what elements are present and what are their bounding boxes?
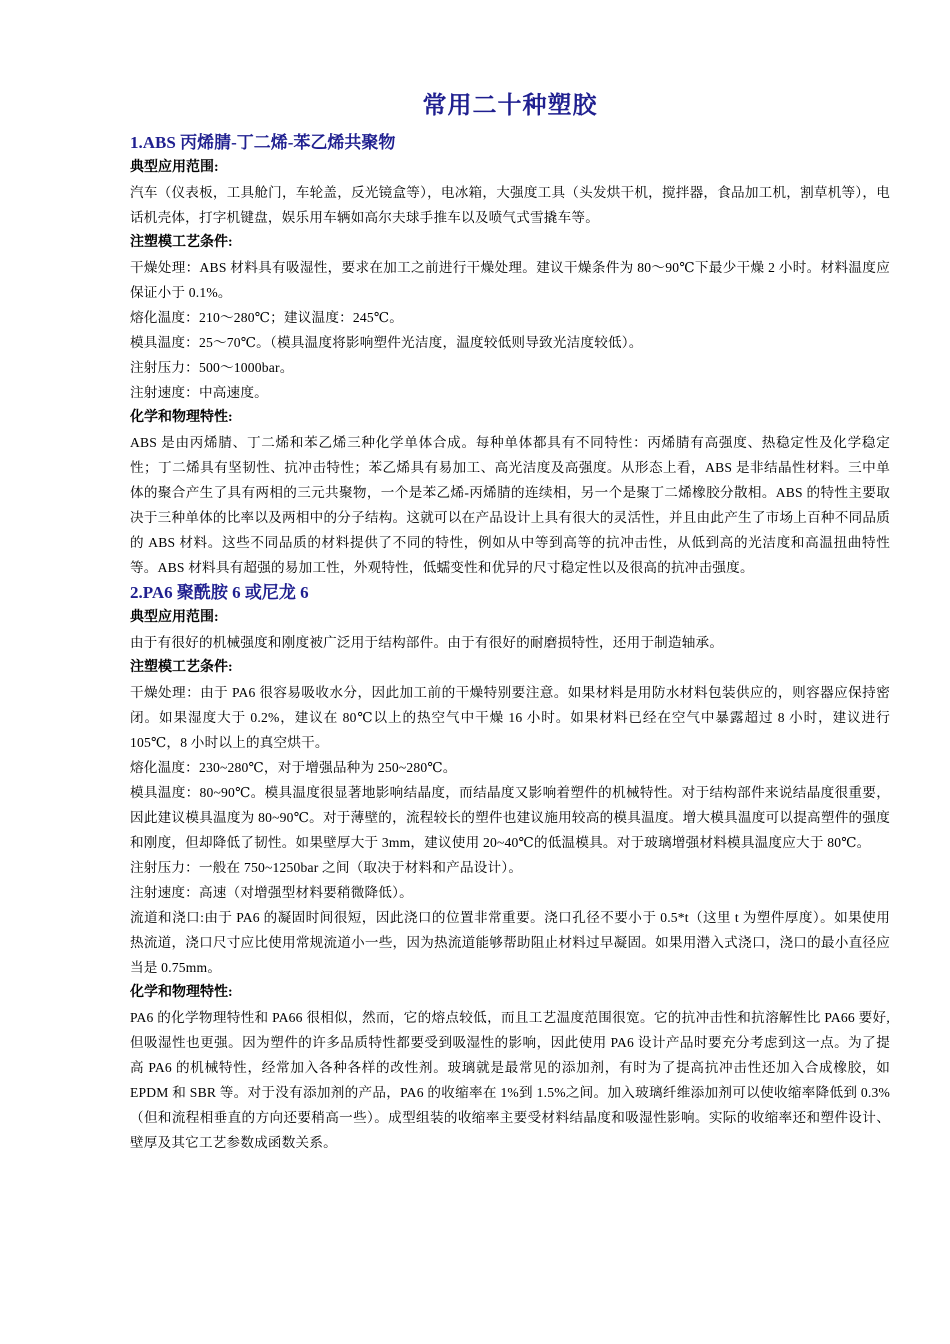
process-melt-temp: 熔化温度：230~280℃，对于增强品种为 250~280℃。 <box>130 760 457 775</box>
applications-label: 典型应用范围: <box>130 160 219 175</box>
properties-label: 化学和物理特性: <box>130 985 233 1000</box>
properties-label: 化学和物理特性: <box>130 410 233 425</box>
applications-text: 由于有很好的机械强度和刚度被广泛用于结构部件。由于有很好的耐磨损特性，还用于制造轴承。 <box>130 635 724 650</box>
section-heading-pa6: 2.PA6 聚酰胺 6 或尼龙 6 <box>130 583 309 602</box>
section-pa6 <box>130 580 890 1155</box>
process-injection-pressure: 注射压力：500～1000bar。 <box>130 360 294 375</box>
applications-text: 汽车（仪表板，工具舱门，车轮盖，反光镜盒等），电冰箱，大强度工具（头发烘干机，搅拌器，食品加工机，割草机等），电话机壳体，打字机键盘，娱乐用车辆如高尔夫球手推车以及喷气式雪撬车等。 <box>130 185 890 225</box>
process-injection-speed: 注射速度：中高速度。 <box>130 385 268 400</box>
process-mold-temp: 模具温度：25～70℃。（模具温度将影响塑件光洁度，温度较低则导致光洁度较低）。 <box>130 335 643 350</box>
process-runner-gate: 流道和浇口:由于 PA6 的凝固时间很短，因此浇口的位置非常重要。浇口孔径不要小于 0.5*t（这里 t 为塑件厚度）。如果使用热流道，浇口尺寸应比使用常规流道小一些，因为热流道能够帮助阻止材料过早凝固。如果用潜入式浇口，浇口的最小直径应当是 0.75mm。 <box>130 910 890 975</box>
process-melt-temp: 熔化温度：210～280℃；建议温度：245℃。 <box>130 310 404 325</box>
properties-text: PA6 的化学物理特性和 PA66 很相似，然而，它的熔点较低，而且工艺温度范围很宽。它的抗冲击性和抗溶解性比 PA66 要好,但吸湿性也更强。因为塑件的许多品质特性都要受到吸湿性的影响，因此使用 PA6 设计产品时要充分考虑到这一点。为了提高 PA6 的机械特性，经常加入各种各样的改性剂。玻璃就是最常见的添加剂，有时为了提高抗冲击性还加入合成橡胶，如 EPDM 和 SBR 等。对于没有添加剂的产品，PA6 的收缩率在 1%到 1.5%之间。加入玻璃纤维添加剂可以使收缩率降低到 0.3%（但和流程相垂直的方向还要稍高一些）。成型组装的收缩率主要受材料结晶度和吸湿性影响。实际的收缩率还和塑件设计、壁厚及其它工艺参数成函数关系。 <box>130 1010 890 1150</box>
process-mold-temp: 模具温度：80~90℃。模具温度很显著地影响结晶度，而结晶度又影响着塑件的机械特性。对于结构部件来说结晶度很重要，因此建议模具温度为 80~90℃。对于薄壁的，流程较长的塑件也建议施用较高的模具温度。增大模具温度可以提高塑件的强度和刚度，但却降低了韧性。如果壁厚大于 3mm，建议使用 20~40℃的低温模具。对于玻璃增强材料模具温度应大于 80℃。 <box>130 785 890 850</box>
document-title: 常用二十种塑胶 <box>422 93 598 119</box>
section-heading-abs: 1.ABS 丙烯腈-丁二烯-苯乙烯共聚物 <box>130 133 396 152</box>
process-drying: 干燥处理：由于 PA6 很容易吸收水分，因此加工前的干燥特别要注意。如果材料是用防水材料包装供应的，则容器应保持密闭。如果湿度大于 0.2%，建议在 80℃以上的热空气中干燥 16 小时。如果材料已经在空气中暴露超过 8 小时，建议进行 105℃，8 小时以上的真空烘干。 <box>130 685 890 750</box>
process-drying: 干燥处理：ABS 材料具有吸湿性，要求在加工之前进行干燥处理。建议干燥条件为 80～90℃下最少干燥 2 小时。材料温度应保证小于 0.1%。 <box>130 260 890 300</box>
process-injection-pressure: 注射压力：一般在 750~1250bar 之间（取决于材料和产品设计）。 <box>130 860 523 875</box>
process-label: 注塑模工艺条件: <box>130 660 233 675</box>
document-page <box>130 88 890 1155</box>
applications-label: 典型应用范围: <box>130 610 219 625</box>
properties-text: ABS 是由丙烯腈、丁二烯和苯乙烯三种化学单体合成。每种单体都具有不同特性：丙烯腈有高强度、热稳定性及化学稳定性；丁二烯具有坚韧性、抗冲击特性；苯乙烯具有易加工、高光洁度及高强度。从形态上看，ABS 是非结晶性材料。三中单体的聚合产生了具有两相的三元共聚物，一个是苯乙烯-丙烯腈的连续相，另一个是聚丁二烯橡胶分散相。ABS 的特性主要取决于三种单体的比率以及两相中的分子结构。这就可以在产品设计上具有很大的灵活性，并且由此产生了市场上百种不同品质的 ABS 材料。这些不同品质的材料提供了不同的特性，例如从中等到高等的抗冲击性，从低到高的光洁度和高温扭曲特性等。ABS 材料具有超强的易加工性，外观特性，低蠕变性和优异的尺寸稳定性以及很高的抗冲击强度。 <box>130 435 890 575</box>
section-abs <box>130 130 890 580</box>
process-label: 注塑模工艺条件: <box>130 235 233 250</box>
process-injection-speed: 注射速度：高速（对增强型材料要稍微降低）。 <box>130 885 413 900</box>
